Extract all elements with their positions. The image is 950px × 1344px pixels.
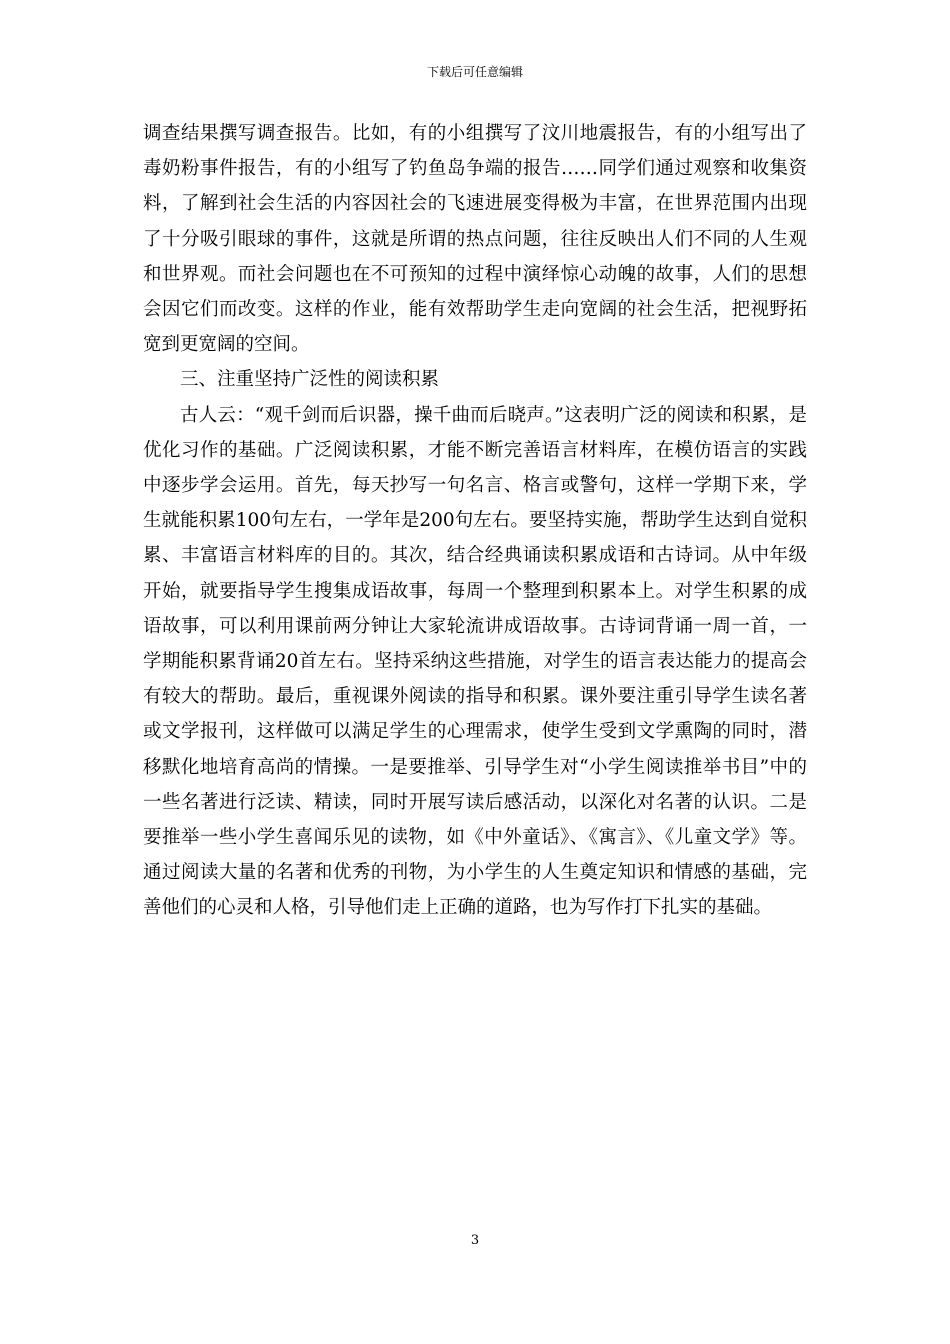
page-header: 下载后可任意编辑 xyxy=(426,65,523,79)
document-body xyxy=(143,116,807,926)
paragraph-survey-report: 调查结果撰写调查报告。比如，有的小组撰写了汶川地震报告，有的小组写出了毒奶粉事件报告，有的小组写了钓鱼岛争端的报告……同学们通过观察和收集资料，了解到社会生活的内容因社会的飞速进展变得极为丰富，在世界范围内出现了十分吸引眼球的事件，这就是所谓的热点问题，往往反映出人们不同的人生观和世界观。而社会问题也在不可预知的过程中演绎惊心动魄的故事，人们的思想会因它们而改变。这样的作业，能有效帮助学生走向宽阔的社会生活，把视野拓宽到更宽阔的空间。 xyxy=(143,123,807,356)
page-number: 3 xyxy=(470,1233,480,1248)
section-heading-reading: 三、注重坚持广泛性的阅读积累 xyxy=(180,369,440,391)
paragraph-reading-accumulation: 古人云：“观千剑而后识器，操千曲而后晓声。”这表明广泛的阅读和积累，是优化习作的基础。广泛阅读积累，才能不断完善语言材料库，在模仿语言的实践中逐步学会运用。首先，每天抄写一句名言、格言或警句，这样一学期下来，学生就能积累100句左右，一学年是200句左右。要坚持实施，帮助学生达到自觉积累、丰富语言材料库的目的。其次，结合经典诵读积累成语和古诗词。从中年级开始，就要指导学生搜集成语故事，每周一个整理到积累本上。对学生积累的成语故事，可以利用课前两分钟让大家轮流讲成语故事。古诗词背诵一周一首，一学期能积累背诵20首左右。坚持采纳这些措施，对学生的语言表达能力的提高会有较大的帮助。最后，重视课外阅读的指导和积累。课外要注重引导学生读名著或文学报刊，这样做可以满足学生的心理需求，使学生受到文学熏陶的同时，潜移默化地培育高尚的情操。一是要推举、引导学生对“小学生阅读推举书目”中的一些名著进行泛读、精读，同时开展写读后感活动，以深化对名著的认识。二是要推举一些小学生喜闻乐见的读物，如《中外童话》、《寓言》、《儿童文学》等。通过阅读大量的名著和优秀的刊物，为小学生的人生奠定知识和情感的基础，完善他们的心灵和人格，引导他们走上正确的道路，也为写作打下扎实的基础。 xyxy=(143,404,807,919)
